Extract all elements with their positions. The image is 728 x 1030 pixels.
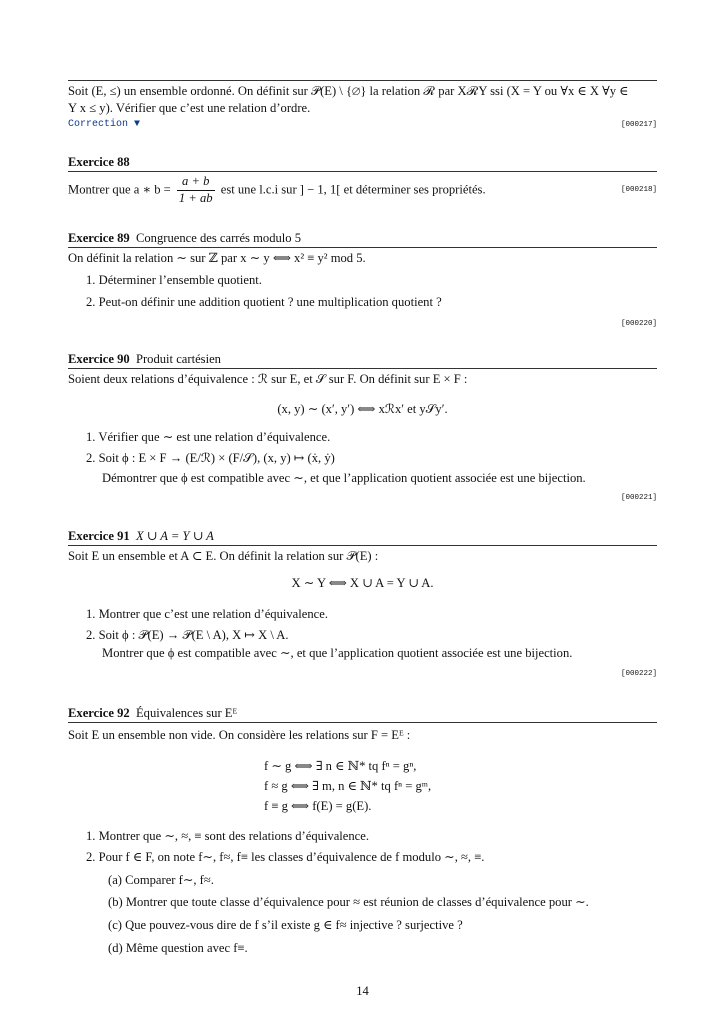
ex88-frac-num: a + b — [177, 174, 215, 191]
exercise-92-subtitle: Équivalences sur Eᴱ — [135, 706, 238, 720]
exercise-89-statement: On définit la relation ∼ sur ℤ par x ∼ y ⟺ x² ≡ y² mod 5. — [68, 251, 366, 265]
sub-list-item: (c) Que pouvez-vous dire de f s’il existe g ∈ f≈ injective ? surjective ? — [108, 918, 463, 932]
sub-list-item: (a) Comparer f∼, f≈. — [108, 873, 214, 887]
exercise-code: [000221] — [620, 494, 657, 502]
divider — [68, 722, 657, 723]
list-item: 2. Soit ϕ : E × F → (E/ℛ) × (F/𝒮), (x, y) ↦ (ẋ, ẏ) — [86, 451, 335, 465]
exercise-91-title: Exercice 91 — [68, 529, 130, 543]
ex88-text-after: est une l.c.i sur ] − 1, 1[ et déterminer ses propriétés. — [220, 182, 486, 197]
list-item: 2. Pour f ∈ F, on note f∼, f≈, f≡ les classes d’équivalence de f modulo ∼, ≈, ≡. — [86, 850, 485, 864]
exercise-88-statement — [68, 174, 657, 206]
page-number: 14 — [356, 984, 369, 998]
ex88-frac-den: 1 + ab — [178, 190, 213, 205]
intro-line-2: Y x ≤ y). Vérifier que c’est une relation d’ordre. — [68, 101, 311, 115]
exercise-90-subtitle: Produit cartésien — [135, 352, 221, 366]
list-item: 1. Montrer que c’est une relation d’équivalence. — [86, 607, 328, 621]
exercise-90-formula: (x, y) ∼ (x′, y′) ⟺ xℛx′ et y𝒮y′. — [277, 402, 448, 416]
list-item: 2. Soit ϕ : 𝒫(E) → 𝒫(E \ A), X ↦ X \ A. — [86, 628, 289, 642]
ex88-text-before: Montrer que a ∗ b = — [68, 182, 171, 197]
list-item: 1. Montrer que ∼, ≈, ≡ sont des relations d’équivalence. — [86, 829, 370, 843]
list-item: 1. Déterminer l’ensemble quotient. — [86, 273, 262, 287]
list-item-continuation: Montrer que ϕ est compatible avec ∼, et que l’application quotient associée est une bijection. — [102, 646, 573, 660]
exercise-91-subtitle: X ∪ A = Y ∪ A — [135, 529, 214, 543]
exercise-89-heading — [68, 231, 657, 247]
divider — [68, 247, 657, 248]
exercise-92-heading — [68, 706, 657, 722]
formula-line: f ≡ g ⟺ f(E) = g(E). — [264, 799, 372, 813]
exercise-code: [000220] — [620, 320, 657, 328]
ex88-fraction — [177, 174, 215, 206]
exercise-code: [000218] — [620, 186, 657, 194]
divider — [68, 171, 657, 172]
formula-line: f ≈ g ⟺ ∃ m, n ∈ ℕ* tq fⁿ = gᵐ, — [264, 779, 432, 793]
formula-line: f ∼ g ⟺ ∃ n ∈ ℕ* tq fⁿ = gⁿ, — [264, 759, 417, 773]
exercise-91-heading — [68, 529, 657, 545]
list-item: 2. Peut-on définir une addition quotient ? une multiplication quotient ? — [86, 295, 442, 309]
exercise-code: [000222] — [620, 670, 657, 678]
exercise-92-statement: Soit E un ensemble non vide. On considère les relations sur F = Eᴱ : — [68, 728, 411, 742]
divider — [68, 80, 657, 81]
correction-link[interactable]: Correction ▼ — [68, 119, 141, 130]
sub-list-item: (d) Même question avec f≡. — [108, 941, 248, 955]
exercise-90-heading — [68, 352, 657, 368]
exercise-90-statement: Soient deux relations d’équivalence : ℛ sur E, et 𝒮 sur F. On définit sur E × F : — [68, 372, 468, 386]
exercise-88-title: Exercice 88 — [68, 155, 130, 169]
exercise-90-title: Exercice 90 — [68, 352, 130, 366]
exercise-91-statement: Soit E un ensemble et A ⊂ E. On définit la relation sur 𝒫(E) : — [68, 549, 379, 563]
exercise-91-formula: X ∼ Y ⟺ X ∪ A = Y ∪ A. — [291, 576, 434, 590]
intro-line-1: Soit (E, ≤) un ensemble ordonné. On définit sur 𝒫(E) \ {∅} la relation ℛ par XℛY ssi (X = Y ou ∀x ∈ X ∀y ∈ — [68, 84, 629, 98]
divider — [68, 368, 657, 369]
exercise-code: [000217] — [620, 121, 657, 129]
divider — [68, 545, 657, 546]
document-page — [68, 0, 657, 1030]
list-item-continuation: Démontrer que ϕ est compatible avec ∼, et que l’application quotient associée est une bijection. — [102, 471, 586, 485]
exercise-89-subtitle: Congruence des carrés modulo 5 — [135, 231, 302, 245]
sub-list-item: (b) Montrer que toute classe d’équivalence pour ≈ est réunion de classes d’équivalence pour ∼. — [108, 895, 589, 909]
exercise-89-title: Exercice 89 — [68, 231, 130, 245]
list-item: 1. Vérifier que ∼ est une relation d’équivalence. — [86, 430, 331, 444]
exercise-92-title: Exercice 92 — [68, 706, 130, 720]
